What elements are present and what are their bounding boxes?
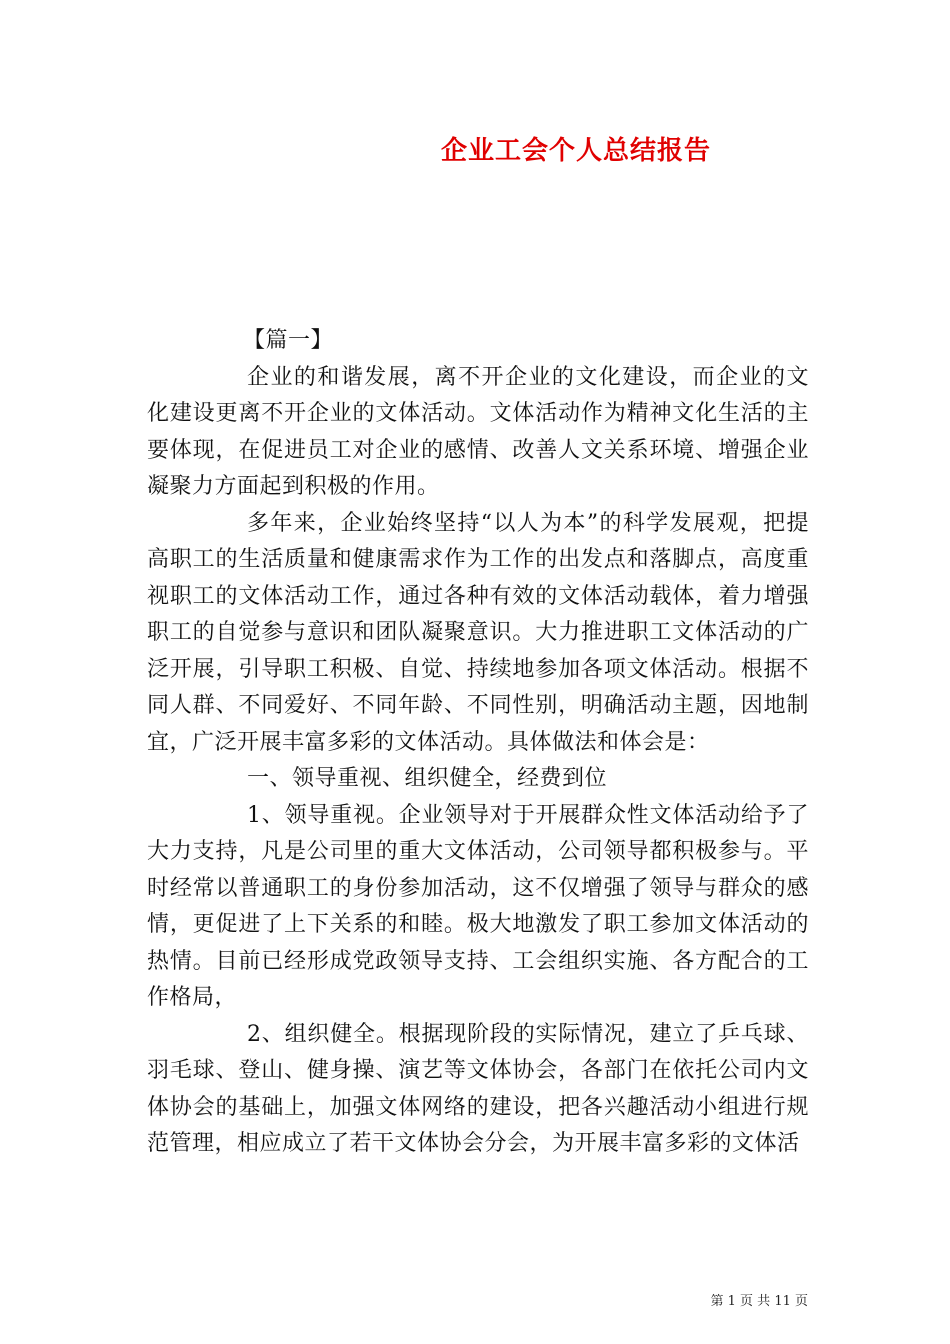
page-number-footer: 第 1 页 共 11 页 [710, 1294, 808, 1309]
section-heading-one: 一、领导重视、组织健全，经费到位 [247, 766, 608, 791]
paragraph-organization: 2、组织健全。根据现阶段的实际情况，建立了乒乓球、羽毛球、登山、健身操、演艺等文体协会，各部门在依托公司内文体协会的基础上，加强文体网络的建设，把各兴趣活动小组进行规范管理，相应成立了若干文体协会分会，为开展丰富多彩的文体活 [147, 1021, 809, 1156]
document-body [147, 323, 809, 1163]
section-label: 【篇一】 [243, 328, 334, 353]
paragraph-leadership: 1、领导重视。企业领导对于开展群众性文体活动给予了大力支持，凡是公司里的重大文体活动，公司领导都积极参与。平时经常以普通职工的身份参加活动，这不仅增强了领导与群众的感情，更促进了上下关系的和睦。极大地激发了职工参加文体活动的热情。目前已经形成党政领导支持、工会组织实施、各方配合的工作格局， [147, 802, 809, 1010]
document-title: 企业工会个人总结报告 [440, 136, 711, 166]
paragraph-intro: 企业的和谐发展，离不开企业的文化建设，而企业的文化建设更离不开企业的文体活动。文体活动作为精神文化生活的主要体现，在促进员工对企业的感情、改善人文关系环境、增强企业凝聚力方面起到积极的作用。 [147, 364, 809, 499]
paragraph-overview: 多年来，企业始终坚持“以人为本”的科学发展观，把提高职工的生活质量和健康需求作为工作的出发点和落脚点，高度重视职工的文体活动工作，通过各种有效的文体活动载体，着力增强职工的自觉参与意识和团队凝聚意识。大力推进职工文体活动的广泛开展，引导职工积极、自觉、持续地参加各项文体活动。根据不同人群、不同爱好、不同年龄、不同性别，明确活动主题，因地制宜，广泛开展丰富多彩的文体活动。具体做法和体会是： [147, 510, 809, 755]
